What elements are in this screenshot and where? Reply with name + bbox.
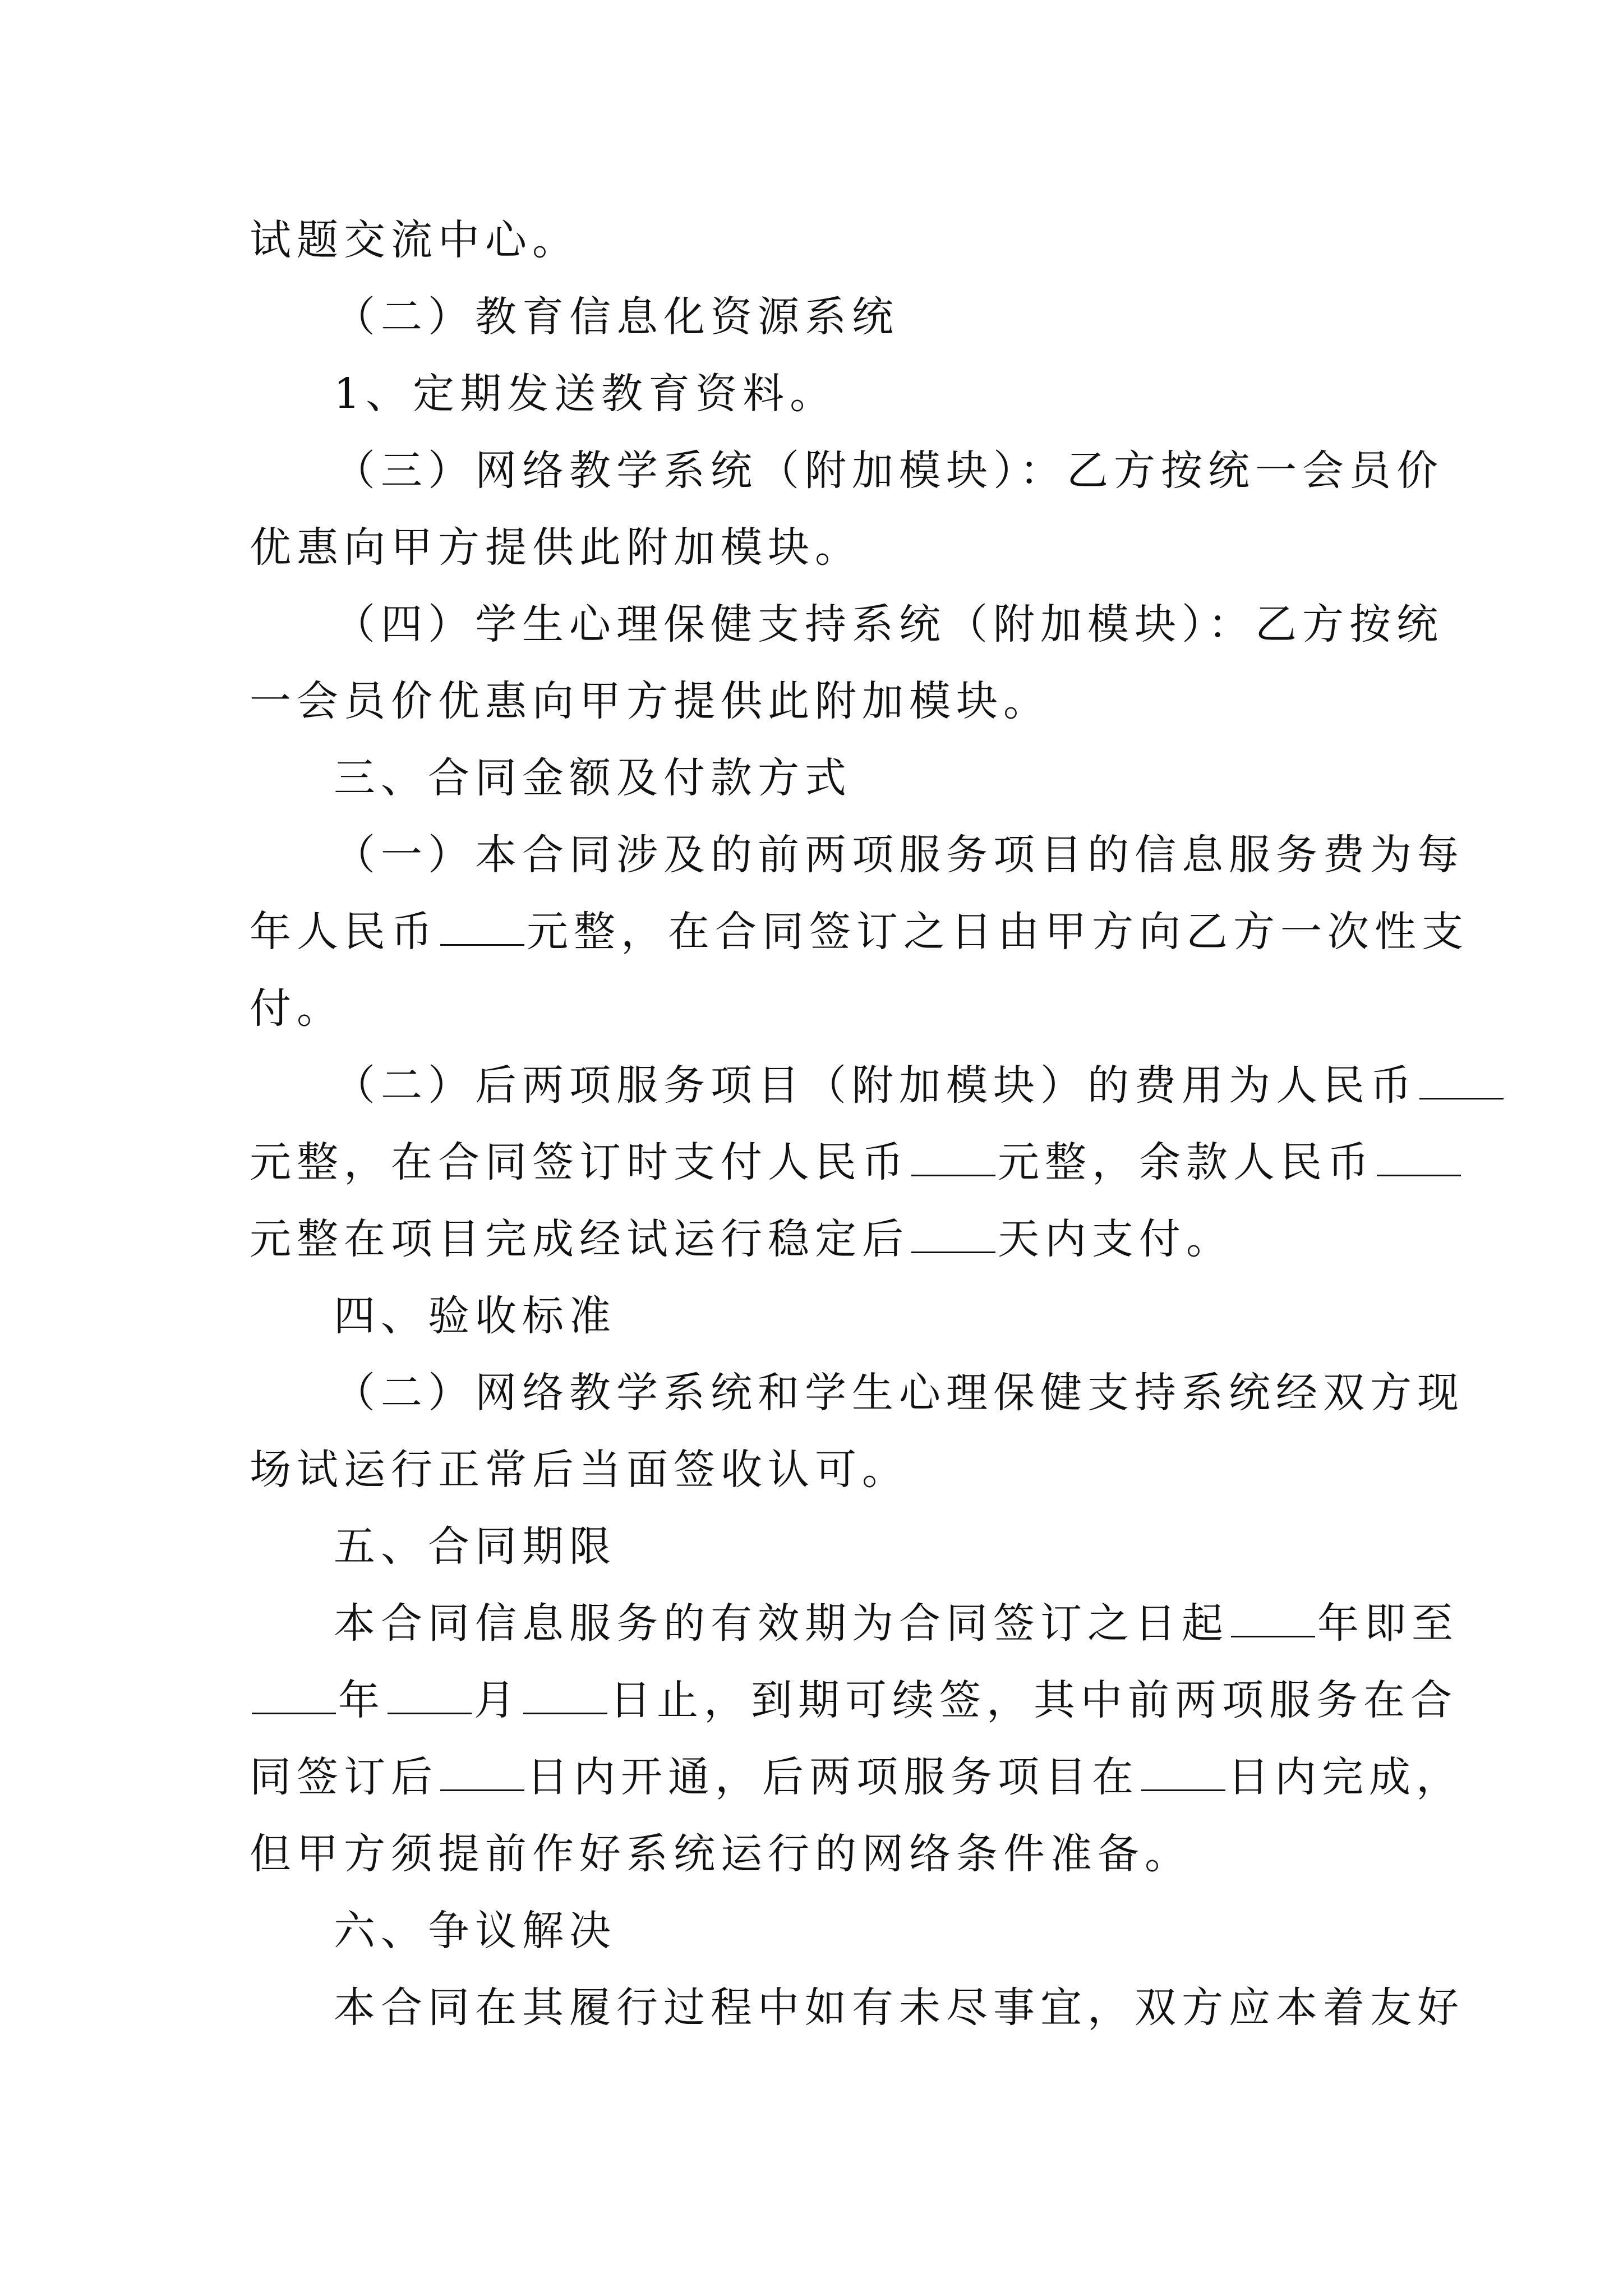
fill-in-blank (1231, 1599, 1315, 1637)
text-segment: （二）教育信息化资源系统 (334, 293, 899, 341)
text-line (250, 1047, 1417, 1124)
text-segment: 同签订后 (250, 1753, 438, 1801)
text-segment: 六、争议解决 (334, 1907, 616, 1955)
fill-in-blank (1141, 1752, 1225, 1791)
text-line (250, 279, 1377, 356)
text-segment: 元整，在合同签订之日由甲方向乙方一次性支 (527, 908, 1469, 956)
text-segment: 天内支付。 (998, 1215, 1233, 1263)
text-segment: 元整，在合同签订时支付人民币 (250, 1138, 909, 1186)
text-line (250, 1662, 1458, 1739)
document-body (250, 202, 1469, 2046)
text-line (250, 202, 1377, 279)
fill-in-blank (1377, 1138, 1461, 1176)
text-segment: （二）网络教学系统和学生心理保健支持系统经双方现 (334, 1369, 1464, 1417)
text-segment: 月 (474, 1676, 521, 1724)
text-line (250, 1355, 1464, 1432)
text-segment: 付。 (250, 984, 344, 1033)
text-segment: 元整，余款人民币 (998, 1138, 1375, 1186)
text-line (250, 1816, 1377, 1893)
fill-in-blank (440, 907, 524, 946)
text-segment: （二）后两项服务项目（附加模块）的费用为人民币 (334, 1061, 1417, 1110)
text-segment: 三、合同金额及付款方式 (334, 754, 852, 802)
text-segment: 日内开通，后两项服务项目在 (527, 1753, 1139, 1801)
text-segment: 场试运行正常后当面签收认可。 (250, 1446, 909, 1494)
text-segment: （一）本合同涉及的前两项服务项目的信息服务费为每 (334, 831, 1464, 879)
text-line (250, 1201, 1377, 1278)
text-segment: 一会员价优惠向甲方提供此附加模块。 (250, 677, 1050, 725)
text-line (250, 1893, 1377, 1970)
text-line (250, 1124, 1377, 1201)
text-segment: 本合同信息服务的有效期为合同签订之日起 (334, 1599, 1229, 1648)
text-line (250, 1508, 1377, 1585)
text-segment: 年 (338, 1676, 385, 1724)
text-line (250, 356, 1377, 432)
fill-in-blank (1419, 1061, 1504, 1099)
text-line (250, 1278, 1377, 1355)
fill-in-blank (440, 1752, 524, 1791)
text-line (250, 740, 1377, 817)
text-segment: （三）网络教学系统（附加模块）：乙方按统一会员价 (334, 447, 1444, 495)
text-line (250, 1970, 1464, 2046)
fill-in-blank (388, 1676, 472, 1714)
text-segment: 日内完成， (1228, 1753, 1463, 1801)
text-segment: 日止，到期可续签，其中前两项服务在合 (610, 1676, 1458, 1724)
fill-in-blank (911, 1214, 995, 1253)
text-segment: 年人民币 (250, 908, 438, 956)
text-line (250, 894, 1469, 970)
text-line (250, 817, 1464, 894)
text-segment: 五、合同期限 (334, 1522, 616, 1571)
text-segment: （四）学生心理保健支持系统（附加模块）：乙方按统 (334, 600, 1444, 648)
text-line (250, 663, 1377, 740)
text-line (250, 970, 1377, 1047)
text-line (250, 1739, 1463, 1816)
text-segment: 四、验收标准 (334, 1292, 616, 1340)
text-line (250, 509, 1377, 586)
text-segment: 优惠向甲方提供此附加模块。 (250, 523, 862, 572)
text-segment: 但甲方须提前作好系统运行的网络条件准备。 (250, 1830, 1192, 1878)
fill-in-blank (911, 1138, 995, 1176)
fill-in-blank (252, 1676, 336, 1714)
text-segment: 元整在项目完成经试运行稳定后 (250, 1215, 909, 1263)
text-segment: 本合同在其履行过程中如有未尽事宜，双方应本着友好 (334, 1984, 1464, 2032)
text-line (250, 432, 1444, 509)
text-segment: 试题交流中心。 (250, 216, 579, 264)
text-line (250, 586, 1444, 663)
fill-in-blank (523, 1676, 607, 1714)
text-segment: 1、定期发送教育资料。 (334, 370, 837, 418)
text-segment: 年即至 (1317, 1599, 1459, 1648)
text-line (250, 1585, 1459, 1662)
text-line (250, 1432, 1377, 1508)
